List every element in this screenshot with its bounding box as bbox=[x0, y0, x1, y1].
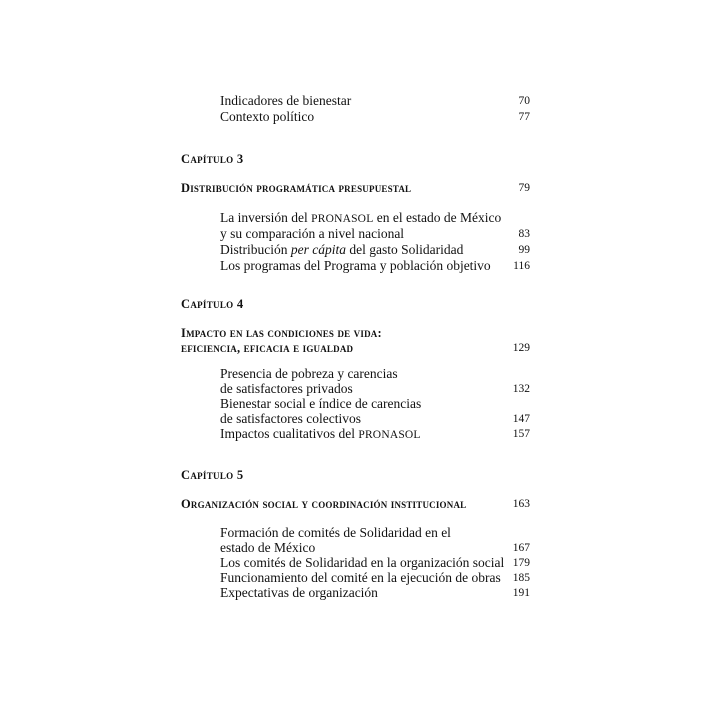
toc-entry-expectativas: Expectativas de organización bbox=[220, 585, 378, 600]
toc-entry-inversion-line2: y su comparación a nivel nacional bbox=[220, 226, 405, 241]
chapter-5-label: Capítulo 5 bbox=[181, 468, 244, 482]
toc-entry-funcionamiento: Funcionamiento del comité en la ejecución de obras bbox=[220, 570, 501, 585]
toc-entry-text: en el estado de México bbox=[373, 210, 502, 225]
toc-page-number: 132 bbox=[512, 383, 530, 395]
toc-page-number: 83 bbox=[518, 228, 530, 240]
toc-entry-programas: Los programas del Programa y población objetivo bbox=[220, 258, 491, 273]
toc-entry-formacion-line2: estado de México bbox=[220, 540, 316, 555]
toc-page-number: 191 bbox=[512, 587, 530, 599]
toc-page-number: 157 bbox=[512, 428, 530, 440]
toc-page-number: 129 bbox=[512, 342, 530, 354]
toc-entry-contexto bbox=[220, 109, 314, 125]
toc-page-number: 167 bbox=[512, 542, 530, 554]
chapter-3-section-title: Distribución programática presupuestal bbox=[181, 181, 412, 195]
chapter-4-label: Capítulo 4 bbox=[181, 297, 244, 311]
chapter-4-section-title-line2: eficiencia, eficacia e igualdad bbox=[181, 341, 354, 355]
toc-entry-formacion: Formación de comités de Solidaridad en el bbox=[220, 525, 451, 540]
toc-entry-comites: Los comités de Solidaridad en la organización social bbox=[220, 555, 505, 570]
toc-page-number: 99 bbox=[518, 244, 530, 256]
chapter-4-section-title-line1: Impacto en las condiciones de vida: bbox=[181, 326, 382, 340]
toc-entry-text: Impactos cualitativos del bbox=[220, 426, 359, 441]
toc-entry-text: La inversión del bbox=[220, 210, 312, 225]
toc-page-number: 163 bbox=[512, 498, 530, 510]
chapter-5-section-title: Organización social y coordinación institucional bbox=[181, 497, 467, 511]
toc-entry-inversion bbox=[220, 210, 501, 227]
toc-entry-acronym: PRONASOL bbox=[358, 429, 421, 441]
toc-page-number: 79 bbox=[518, 182, 530, 194]
toc-page-number: 77 bbox=[518, 111, 530, 123]
toc-entry-title: Indicadores de bienestar bbox=[220, 93, 352, 108]
toc-entry-impactos bbox=[220, 426, 421, 443]
toc-page-number: 116 bbox=[513, 260, 530, 272]
toc-entry-acronym: PRONASOL bbox=[311, 213, 374, 225]
toc-entry-text: Distribución bbox=[220, 242, 291, 257]
toc-entry-presencia-line2: de satisfactores privados bbox=[220, 381, 353, 396]
chapter-3-label: Capítulo 3 bbox=[181, 152, 244, 166]
toc-entry-presencia: Presencia de pobreza y carencias bbox=[220, 366, 398, 381]
toc-entry-italic: per cápita bbox=[290, 242, 346, 257]
toc-entry-indicadores bbox=[220, 93, 351, 109]
toc-entry-text: del gasto Solidaridad bbox=[346, 242, 464, 257]
toc-entry-distribucion bbox=[220, 242, 463, 258]
toc-page-number: 179 bbox=[512, 557, 530, 569]
toc-page-number: 70 bbox=[518, 95, 530, 107]
toc-page-number: 147 bbox=[512, 413, 530, 425]
toc-entry-bienestar-line2: de satisfactores colectivos bbox=[220, 411, 361, 426]
toc-entry-bienestar: Bienestar social e índice de carencias bbox=[220, 396, 422, 411]
toc-entry-title: Contexto político bbox=[220, 109, 315, 124]
toc-page-number: 185 bbox=[512, 572, 530, 584]
